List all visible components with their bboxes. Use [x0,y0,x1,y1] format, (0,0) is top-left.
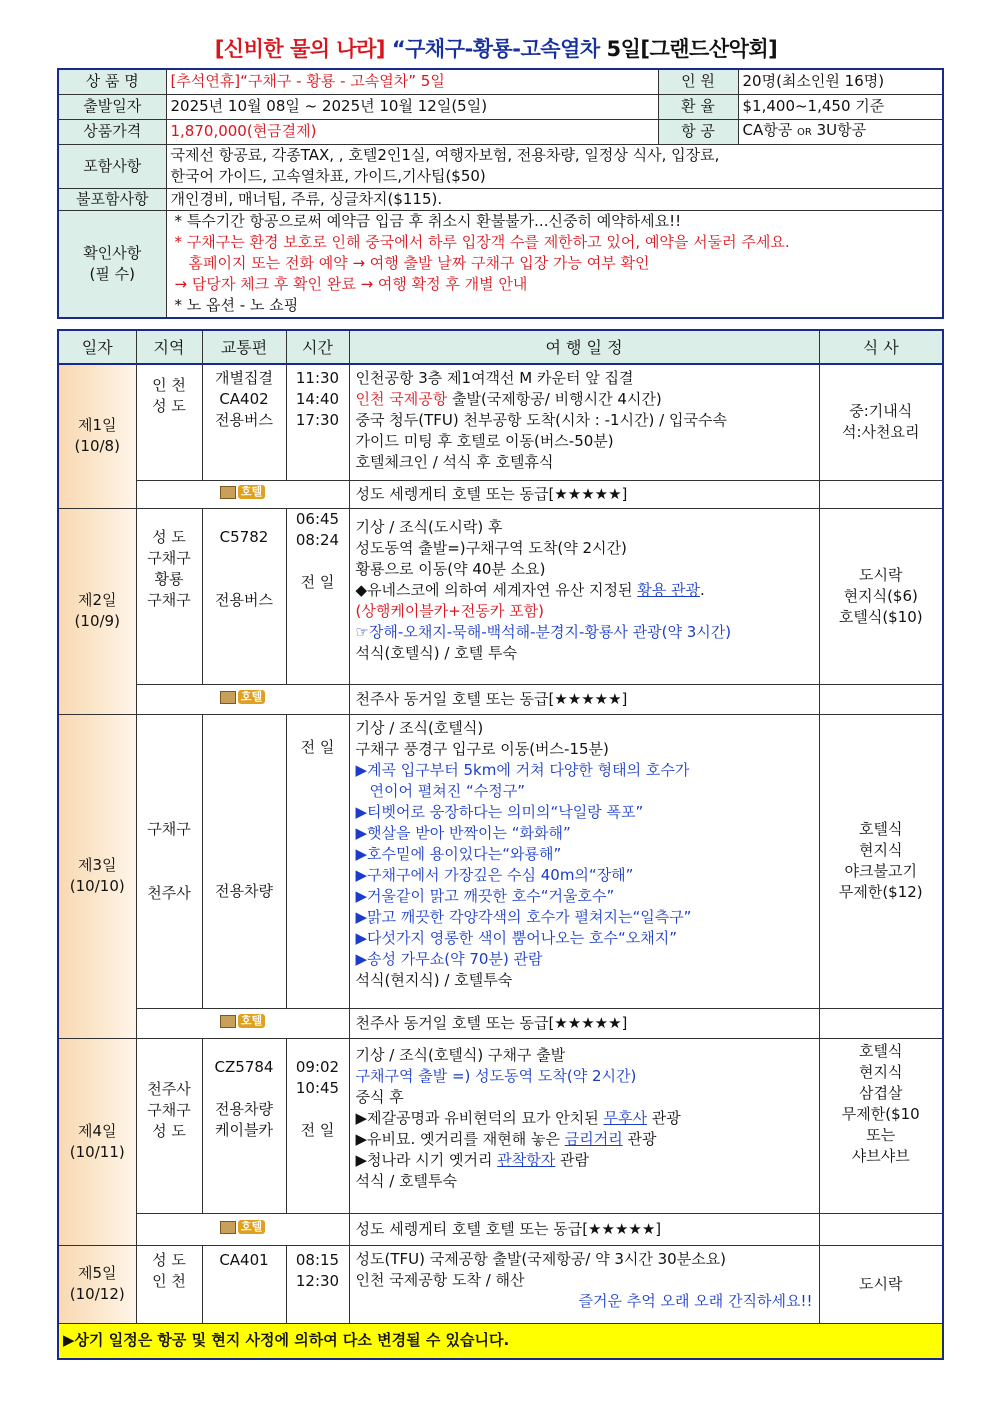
day3-time: 전 일 [286,714,349,1008]
day1-region: 인 천 성 도 [136,364,202,480]
day4-meal: 호텔식 현지식 삼겹살 무제한($10 또는 샤브샤브 [819,1038,943,1213]
hotel-icon: 호텔 [220,1014,265,1028]
day2-meal: 도시락 현지식($6) 호텔식($10) [819,508,943,684]
day5-plan: 성도(TFU) 국제공항 출발(국제항공/ 약 3시간 30분소요) 인천 국제공항 도착 / 해산 즐거운 추억 오래 오래 간직하세요!! [349,1245,819,1323]
day2-plan: 기상 / 조식(도시락) 후 성도동역 출발=)구채구역 도착(약 2시간) 황룡으로 이동(약 40분 소요) ◆유네스코에 의하여 세계자연 유산 지정된 황용 관광. (상행케이블카+전동카 포함) ☞장해-오채지-묵해-백석해-분경지-황룡사 관광(약 3시간) 석식(호텔식) / 호텔 투숙 [349,508,819,684]
day5-meal: 도시락 [819,1245,943,1323]
day3-region: 구채구 천주사 [136,714,202,1008]
date-value: 2025년 10월 08일 ~ 2025년 10월 12일(5일) [166,94,658,119]
notice-content: * 특수기간 항공으로써 예약금 입금 후 취소시 환불불가...신중히 예약하세요!! * 구채구는 환경 보호로 인해 중국에서 하루 입장객 수를 제한하고 있어, 예약을 서둘러 주세요. 홈페이지 또는 전화 예약 → 여행 출발 날짜 구채구 입장 가능 여부 확인 → 담당자 체크 후 확인 완료 → 여행 확정 후 개별 안내 * 노 옵션 - 노 쇼핑 [166,210,943,318]
day2-label: 제2일 (10/9) [58,508,136,714]
rate-label: 환 율 [658,94,738,119]
footer-row [58,1323,943,1359]
day1-hotel-icon-cell [136,480,349,508]
product-info-table [57,68,944,319]
day3-hotel-icon-cell [136,1008,349,1038]
page-title: [신비한 물의 나라] “구채구-황룡-고속열차 5일[그랜드산악회] [214,37,778,61]
day1-meal: 중:기내식 석:사천요리 [819,364,943,480]
day2-hotel: 천주사 동거일 호텔 또는 동급[★★★★★] [349,684,819,714]
excluded-label: 불포함사항 [58,188,166,210]
people-value: 20명(최소인원 16명) [738,69,943,94]
day3-transport: 전용차량 [202,714,286,1008]
footer-notice: ▶상기 일정은 항공 및 현지 사정에 의하여 다소 변경될 수 있습니다. [58,1323,943,1359]
day5-row [58,1245,943,1323]
included-label: 포함사항 [58,144,166,188]
hotel-icon: 호텔 [220,690,265,704]
day4-hotel-icon-cell [136,1213,349,1245]
day1-hotel-row [58,480,943,508]
day2-time: 06:45 08:24 전 일 [286,508,349,684]
day2-hotel-row [58,684,943,714]
day1-hotel: 성도 세렝게티 호텔 또는 동급[★★★★★] [349,480,819,508]
price-value: 1,870,000(현금결제) [166,119,658,144]
rate-value: $1,400~1,450 기준 [738,94,943,119]
day4-row [58,1038,943,1213]
included-value: 국제선 항공료, 각종TAX, , 호텔2인1실, 여행자보험, 전용차량, 일정상 식사, 입장료, 한국어 가이드, 고속열차표, 가이드,기사팁($50) [166,144,943,188]
product-label: 상 품 명 [58,69,166,94]
hotel-icon: 호텔 [220,1220,265,1234]
day1-row [58,364,943,480]
day3-row [58,714,943,1008]
airline-value: CA항공 OR 3U항공 [738,119,943,144]
day4-time: 09:02 10:45 전 일 [286,1038,349,1213]
itinerary-table [57,329,944,1360]
day4-hotel-row [58,1213,943,1245]
notice-label: 확인사항 (필 수) [58,210,166,318]
day5-region: 성 도 인 천 [136,1245,202,1323]
day2-hotel-icon-cell [136,684,349,714]
date-label: 출발일자 [58,94,166,119]
header-time: 시간 [286,330,349,364]
header-plan: 여 행 일 정 [349,330,819,364]
day3-plan: 기상 / 조식(호텔식) 구채구 풍경구 입구로 이동(버스-15분) ▶계곡 입구부터 5km에 거쳐 다양한 형태의 호수가 연이어 펼쳐진 “수정구” ▶티벳어로 웅장하다는 의미의“낙일랑 폭포” ▶햇살을 받아 반짝이는 “화화해” ▶호수밑에 용이있다는“와룡해” ▶구채구에서 가장깊은 수심 40m의“장해” ▶거울같이 맑고 깨끗한 호수“거울호수” ▶맑고 깨끗한 각양각색의 호수가 펼쳐지는“일측구” ▶다섯가지 영롱한 색이 뿜어나오는 호수“오채지” ▶송성 가무쇼(약 70분) 관람 석식(현지식) / 호텔투숙 [349,714,819,1008]
day5-time: 08:15 12:30 [286,1245,349,1323]
people-label: 인 원 [658,69,738,94]
header-day: 일자 [58,330,136,364]
day4-label: 제4일 (10/11) [58,1038,136,1245]
day1-transport: 개별집결 CA402 전용버스 [202,364,286,480]
price-label: 상품가격 [58,119,166,144]
itinerary-header [58,330,943,364]
day2-transport: C5782 전용버스 [202,508,286,684]
day4-plan: 기상 / 조식(호텔식) 구채구 출발 구채구역 출발 =) 성도동역 도착(약 2시간) 중식 후 ▶제갈공명과 유비현덕의 묘가 안치된 무후사 관광 ▶유비묘. 옛거리를 재현해 놓은 금리거리 관광 ▶청나라 시기 옛거리 관착항자 관람 석식 / 호텔투숙 [349,1038,819,1213]
header-transport: 교통편 [202,330,286,364]
day4-hotel: 성도 세렝게티 호텔 호텔 또는 동급[★★★★★] [349,1213,819,1245]
day1-plan: 인천공항 3층 제1여객선 M 카운터 앞 집결 인천 국제공항 출발(국제항공/ 비행시간 4시간) 중국 청두(TFU) 천부공항 도착(시차 : -1시간) / 입국수속 가이드 미팅 후 호텔로 이동(버스-50분) 호텔체크인 / 석식 후 호텔휴식 [349,364,819,480]
day5-transport: CA401 [202,1245,286,1323]
day3-meal: 호텔식 현지식 야크불고기 무제한($12) [819,714,943,1008]
day1-time: 11:30 14:40 17:30 [286,364,349,480]
day3-label: 제3일 (10/10) [58,714,136,1038]
day2-row [58,508,943,684]
excluded-value: 개인경비, 매너팁, 주류, 싱글차지($115). [166,188,943,210]
day5-label: 제5일 (10/12) [58,1245,136,1323]
header-region: 지역 [136,330,202,364]
day2-region: 성 도 구채구 황룡 구채구 [136,508,202,684]
day3-hotel: 천주사 동거일 호텔 또는 동급[★★★★★] [349,1008,819,1038]
product-name: [추석연휴]“구채구 - 황룡 - 고속열차” 5일 [166,69,658,94]
day1-label: 제1일 (10/8) [58,364,136,508]
day4-region: 천주사 구채구 성 도 [136,1038,202,1213]
day4-transport: CZ5784 전용차량 케이블카 [202,1038,286,1213]
day3-hotel-row [58,1008,943,1038]
header-meal: 식 사 [819,330,943,364]
hotel-icon: 호텔 [220,485,265,499]
airline-label: 항 공 [658,119,738,144]
